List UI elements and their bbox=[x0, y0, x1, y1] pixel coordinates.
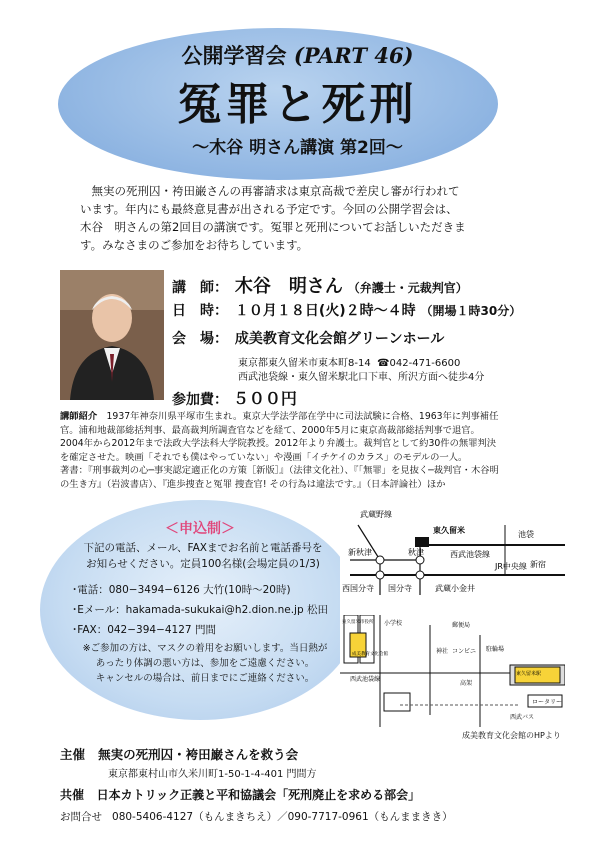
profile-line: 著書：『刑事裁判の心─事実認定適正化の方策［新版］』（法律文化社）、『「無罪」を見抜く─裁判官・木谷明 bbox=[60, 465, 499, 476]
application-note-line: キャンセルの場合は、前日までにご連絡ください。 bbox=[95, 673, 315, 684]
contact-email: ･Eメール：hakamada-sukukai@h2.dion.ne.jp 松田 bbox=[72, 604, 328, 616]
application-note-line: あったり体調の悪い方は、参加をご遠慮ください。 bbox=[95, 658, 315, 669]
profile-line: 2004年から2012年まで法政大学法科大学院教授。2012年より弁護士。裁判官として約30件の無罪判決 bbox=[60, 438, 497, 449]
host-address: 東京都東村山市久米川町1-50-1-4-401 門間方 bbox=[108, 769, 317, 780]
intro-line: 無実の死刑囚・袴田巌さんの再審請求は東京高裁で差戻し審が行われて bbox=[80, 184, 460, 198]
detail-label: 駐輪場 bbox=[486, 646, 505, 653]
part-number: (PART 46) bbox=[293, 43, 414, 68]
venue-access: 西武池袋線・東久留米駅北口下車、所沢方面へ徒歩4分 bbox=[238, 372, 485, 383]
map-credit: 成美教育文化会館のHPより bbox=[462, 731, 561, 740]
application-note-line: ※ご参加の方は、マスクの着用をお願いします。当日熱が bbox=[82, 643, 328, 654]
page-title: 冤罪と死刑 bbox=[177, 79, 418, 130]
fee-row bbox=[172, 386, 297, 409]
map-label: 新宿 bbox=[530, 560, 546, 569]
date-label: 日 時： bbox=[172, 303, 228, 319]
co-host-label: 共催 bbox=[60, 788, 85, 802]
map-label: 新秋津 bbox=[348, 548, 372, 557]
host-name: 無実の死刑囚・袴田巌さんを救う会 bbox=[98, 747, 299, 762]
map-label: JR中央線 bbox=[495, 562, 527, 571]
fee-label: 参加費： bbox=[172, 392, 228, 408]
speaker-name: 木谷 明さん bbox=[234, 276, 343, 297]
event-series-title bbox=[0, 40, 595, 70]
map-label: 秋津 bbox=[408, 548, 424, 557]
speaker-label: 講 師： bbox=[172, 280, 228, 296]
map-label: 西武池袋線 bbox=[450, 550, 490, 559]
detail-label: 小学校 bbox=[384, 620, 403, 627]
application-title: ＜申込制＞ bbox=[165, 521, 235, 537]
date-row bbox=[172, 300, 521, 320]
speaker-row bbox=[172, 272, 468, 298]
detail-label: 西武池袋線 bbox=[350, 676, 381, 683]
detail-label: 成美教育文化会館 bbox=[352, 652, 388, 657]
map-label: 武蔵野線 bbox=[360, 510, 392, 519]
detail-map bbox=[340, 615, 565, 727]
map-label: 西国分寺 bbox=[342, 584, 374, 593]
venue-address-line bbox=[238, 354, 460, 369]
detail-label: コンビニ bbox=[452, 648, 477, 655]
detail-label: 西武バス bbox=[510, 714, 535, 721]
higashikurume-station-icon bbox=[415, 537, 429, 547]
date-value: １０月１８日(火)２時〜４時 bbox=[234, 303, 416, 319]
sponsor-section bbox=[60, 745, 540, 824]
date-note: （開場１時30分） bbox=[420, 304, 522, 318]
application-desc-line: お知らせください。定員100名様(会場定員の1/3) bbox=[86, 558, 320, 570]
detail-label: ロータリー bbox=[532, 699, 563, 706]
speaker-title: （弁護士・元裁判官） bbox=[347, 281, 468, 295]
map-label: 池袋 bbox=[518, 530, 534, 539]
application-desc-line: 下記の電話、メール、FAXまでお名前と電話番号を bbox=[83, 542, 323, 554]
intro-text bbox=[80, 182, 530, 254]
inquiry-phones: 080-5406-4127（もんまきちえ）／090-7717-0961（もんままきき） bbox=[112, 811, 453, 823]
contact-fax: ･FAX：042−394−4127 門間 bbox=[72, 624, 216, 636]
intro-line: います。年内にも最終意見書が出される予定です。今回の公開学習会は、 bbox=[80, 202, 458, 216]
venue-name: 成美教育文化会館グリーンホール bbox=[234, 331, 445, 347]
profile-line: 1937年神奈川県平塚市生まれ。東京大学法学部在学中に司法試験に合格、1963年に判事補任 bbox=[97, 411, 499, 422]
detail-label: 東久留米市役所 bbox=[342, 620, 374, 625]
profile-label: 講師紹介 bbox=[60, 411, 98, 422]
detail-label: 郵便局 bbox=[452, 622, 471, 629]
inquiry-label: お問合せ bbox=[60, 811, 102, 823]
venue-address: 東京都東久留米市東本町8-14 bbox=[238, 358, 371, 369]
detail-label: 神社 bbox=[436, 648, 449, 655]
profile-line: の生き方』（岩波書店）、『進歩捜査と冤罪 捜査官! その行為は違法です。』（日本評論社）ほか bbox=[60, 478, 446, 490]
venue-label: 会 場： bbox=[172, 331, 228, 347]
speaker-profile bbox=[60, 410, 550, 491]
application-notes bbox=[70, 641, 340, 686]
contact-phone: ･電話：080−3494−6126 大竹(10時〜20時) bbox=[72, 584, 291, 596]
intro-line: す。みなさまのご参加をお待ちしています。 bbox=[80, 238, 309, 252]
overview-map bbox=[340, 505, 565, 620]
fee-value: ５００円 bbox=[232, 389, 297, 408]
detail-label: 高架 bbox=[460, 680, 473, 687]
page-subtitle: 〜木谷 明さん講演 第2回〜 bbox=[192, 138, 403, 158]
speaker-photo bbox=[60, 270, 164, 400]
co-host-name: 日本カトリック正義と平和協議会「死刑廃止を求める部会」 bbox=[96, 788, 421, 802]
venue-row bbox=[172, 328, 444, 348]
map-label: 国分寺 bbox=[388, 584, 412, 593]
host-label: 主催 bbox=[60, 747, 86, 762]
series-name: 公開学習会 bbox=[181, 44, 287, 68]
profile-line: 官。浦和地裁部総括判事、最高裁判所調査官などを経て、2000年5月に東京高裁部総括判事で退官。 bbox=[60, 424, 480, 436]
profile-line: を確定させた。映画「それでも僕はやっていない」や漫画「イチケイのカラス」のモデルの一人。 bbox=[60, 451, 468, 463]
venue-phone: ☎042-471-6600 bbox=[377, 358, 461, 369]
map-label: 東久留米 bbox=[433, 526, 465, 535]
detail-label: 東久留米駅 bbox=[516, 671, 542, 677]
intro-line: 木谷 明さんの第2回目の講演です。冤罪と死刑についてお話しいただきま bbox=[80, 220, 466, 234]
application-description bbox=[68, 540, 338, 572]
map-label: 武蔵小金井 bbox=[435, 584, 475, 593]
